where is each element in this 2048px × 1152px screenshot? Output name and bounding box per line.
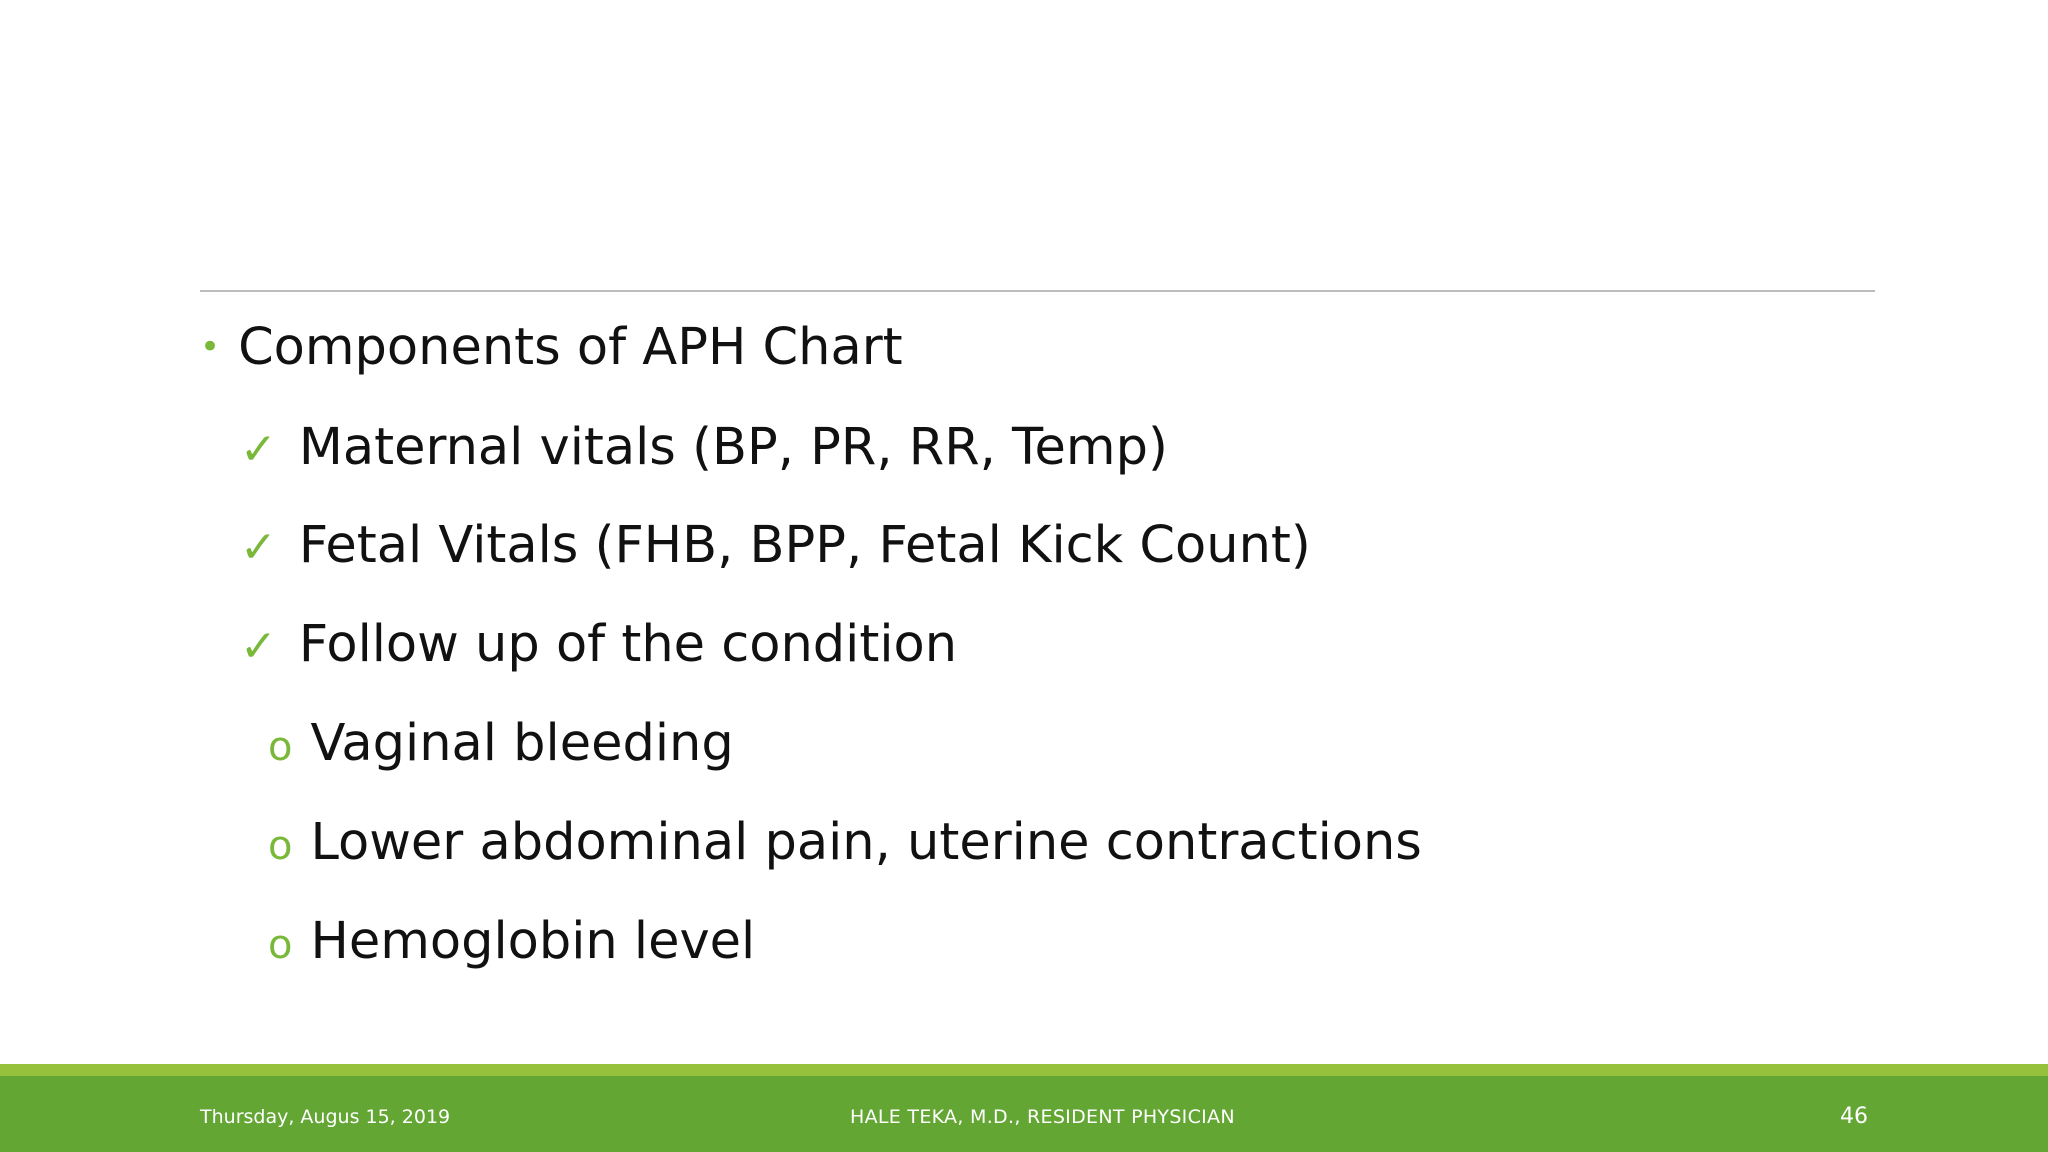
bullet-dot-icon: •: [200, 327, 221, 367]
list-item-text: Vaginal bleeding: [310, 714, 734, 773]
checkmark-icon: ✓: [240, 424, 277, 475]
list-item-fetal-vitals: [240, 516, 1311, 575]
circle-bullet-icon: o: [268, 922, 293, 968]
list-item-text: Maternal vitals (BP, PR, RR, Temp): [298, 418, 1168, 477]
list-item-text: Components of APH Chart: [238, 318, 903, 377]
checkmark-icon: ✓: [240, 621, 277, 672]
footer-author: HALE TEKA, M.D., RESIDENT PHYSICIAN: [850, 1106, 1235, 1128]
circle-bullet-icon: o: [268, 724, 293, 770]
page-number: 46: [1840, 1104, 1868, 1129]
checkmark-icon: ✓: [240, 522, 277, 573]
list-item-maternal-vitals: [240, 418, 1168, 477]
list-item-text: Hemoglobin level: [310, 912, 756, 971]
footer-stripe: [0, 1064, 2048, 1076]
footer-bar: [0, 1076, 2048, 1152]
list-item-vaginal-bleeding: [268, 714, 734, 773]
circle-bullet-icon: o: [268, 823, 293, 869]
list-item-hemoglobin: [268, 912, 756, 971]
list-item-follow-up: [240, 615, 958, 674]
list-item-components: [200, 318, 903, 377]
title-divider: [200, 290, 1875, 292]
list-item-abdominal-pain: [268, 813, 1422, 872]
list-item-text: Follow up of the condition: [298, 615, 958, 674]
list-item-text: Fetal Vitals (FHB, BPP, Fetal Kick Count): [298, 516, 1311, 575]
list-item-text: Lower abdominal pain, uterine contractions: [310, 813, 1422, 872]
footer-date: Thursday, Augus 15, 2019: [200, 1106, 451, 1128]
